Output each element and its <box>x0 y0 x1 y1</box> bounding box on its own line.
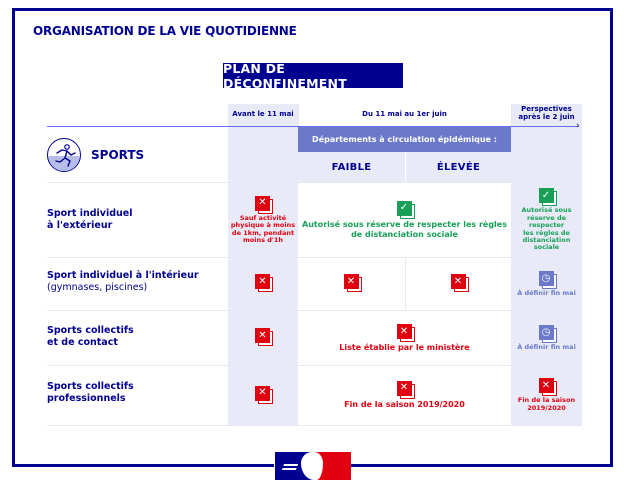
cell-row4-avant <box>228 365 298 425</box>
cell-row2-avant <box>228 257 298 310</box>
row-divider <box>47 182 582 183</box>
allowed-icon: ✓ <box>397 201 413 217</box>
header-divider <box>298 104 299 127</box>
cell-row3-mid: ✕ Liste établie par le ministère <box>339 325 470 352</box>
running-person-icon <box>47 138 81 172</box>
column-header-du: Du 11 mai au 1er juin <box>362 110 447 119</box>
cell-row2-elevee <box>406 257 511 310</box>
row-label-sport-individuel-interieur: Sport individuel à l'intérieur (gymnases, piscines) <box>47 270 199 293</box>
forbidden-icon: ✕ <box>255 328 271 344</box>
cell-row3-perspectives: ◷ À définir fin mai <box>517 326 576 352</box>
cell-row2-perspectives: ◷ À définir fin mai <box>517 272 576 298</box>
frame-bottom-line-right <box>351 464 613 467</box>
column-header-perspectives <box>511 102 582 126</box>
clock-icon: ◷ <box>539 271 555 287</box>
forbidden-icon: ✕ <box>344 274 360 290</box>
subheader-elevee: ÉLEVÉE <box>406 152 511 182</box>
row-label-sports-collectifs-professionnels: Sports collectifs professionnels <box>47 381 134 404</box>
cell-row3-avant <box>228 310 298 365</box>
logo-hair-icon <box>282 464 298 470</box>
cell-row1-mid: ✓ Autorisé sous réserve de respecter les règles de distanciation sociale <box>302 202 507 239</box>
cell-row4-mid: ✕ Fin de la saison 2019/2020 <box>344 382 465 409</box>
cell-row2-faible <box>298 257 405 310</box>
departements-band: Départements à circulation épidémique : <box>298 127 511 152</box>
perspectives-line1: Perspectives <box>521 105 572 114</box>
page-title: ORGANISATION DE LA VIE QUOTIDIENNE <box>33 24 297 38</box>
forbidden-icon: ✕ <box>255 386 271 402</box>
column-header-avant: Avant le 11 mai <box>232 110 294 119</box>
cell-row4-perspectives: ✕ Fin de la saison 2019/2020 <box>517 379 576 412</box>
forbidden-icon: ✕ <box>255 196 271 212</box>
subheader-divider <box>405 152 406 182</box>
forbidden-icon: ✕ <box>539 378 555 394</box>
perspectives-line2: après le 2 juin <box>518 113 575 121</box>
plan-title: PLAN DE DÉCONFINEMENT <box>223 63 403 88</box>
header-divider <box>511 104 512 127</box>
allowed-icon: ✓ <box>539 188 555 204</box>
row-divider <box>47 425 582 426</box>
section-label: SPORTS <box>91 148 145 162</box>
row-divider <box>47 310 582 311</box>
cell-row1-avant: ✕ Sauf activité physique à moins de 1km, pendant moins d'1h <box>230 197 296 244</box>
forbidden-icon: ✕ <box>451 274 467 290</box>
row-label-sports-collectifs-contact: Sports collectifs et de contact <box>47 325 134 348</box>
clock-icon: ◷ <box>539 325 555 341</box>
row-divider <box>47 365 582 366</box>
cell-row1-perspectives: ✓ Autorisé sous réserve de respecter les règles de distanciation sociale <box>521 189 572 252</box>
forbidden-icon: ✕ <box>255 274 271 290</box>
timeline-arrow-icon: › <box>576 121 580 131</box>
forbidden-icon: ✕ <box>397 324 413 340</box>
marianne-logo <box>275 452 351 480</box>
frame-bottom-line-left <box>12 464 274 467</box>
row-label-sport-individuel-exterieur: Sport individuel à l'extérieur <box>47 208 133 231</box>
subheader-faible: FAIBLE <box>298 152 405 182</box>
forbidden-icon: ✕ <box>397 381 413 397</box>
